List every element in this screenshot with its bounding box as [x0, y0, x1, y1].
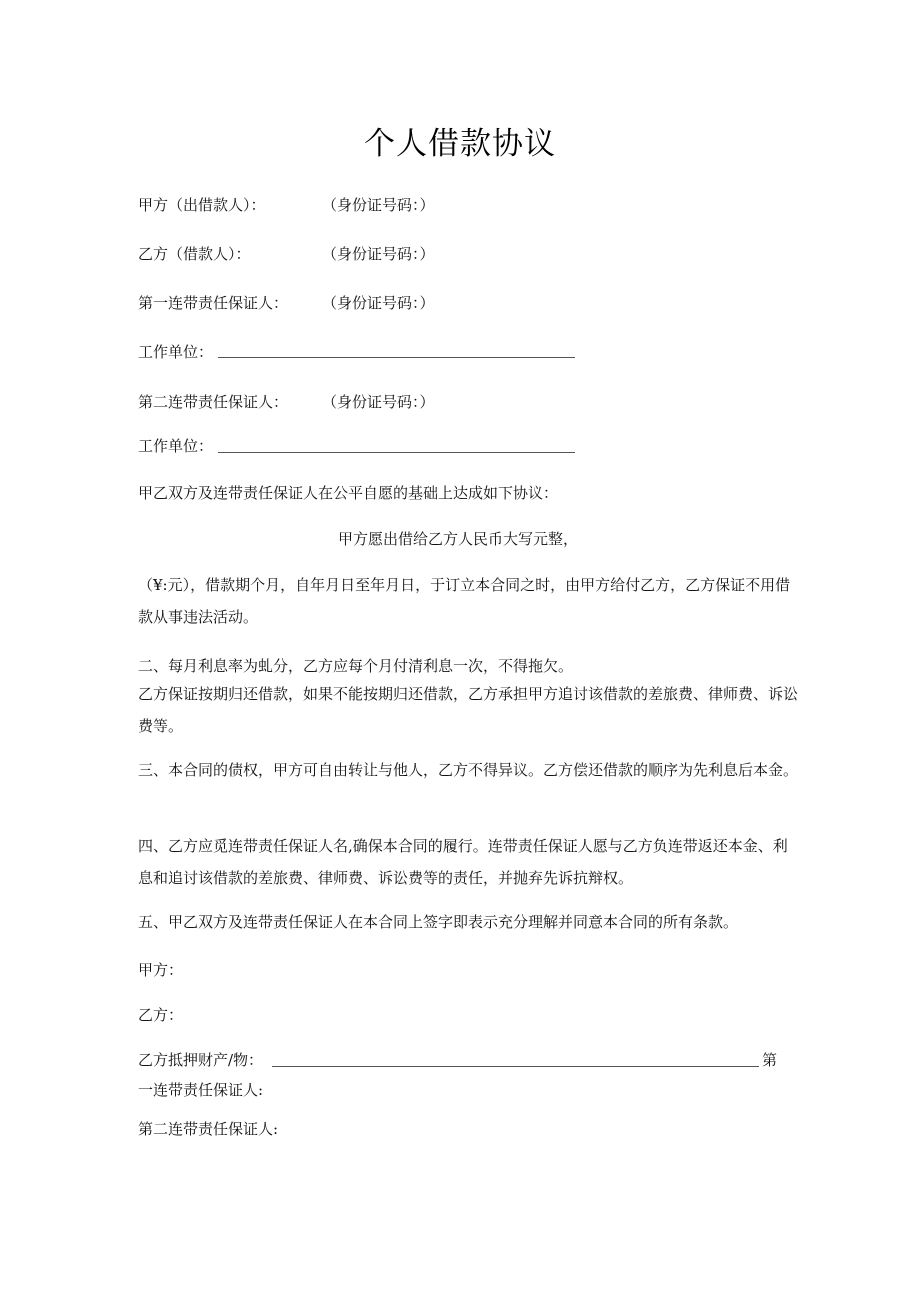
- clause2-interest: 二、每月利息率为虬分，乙方应每个月付清利息一次，不得拖欠。: [138, 657, 574, 675]
- guarantor1-label: 第一连带责任保证人：: [138, 294, 289, 312]
- agreement-intro: 甲乙双方及连带责任保证人在公平自愿的基础上达成如下协议：: [138, 484, 559, 502]
- clause3-text: 三、本合同的债权，甲方可自由转让与他人，乙方不得异议。乙方偿还借款的顺序为先利息后本金。: [138, 761, 799, 779]
- collateral-underline: [272, 1066, 759, 1067]
- guarantor2-id-note: （身份证号码：）: [322, 393, 435, 411]
- clause1-lead: 甲方愿出借给乙方人民币大写元整，: [338, 530, 579, 548]
- sign-party-a: 甲方：: [138, 961, 184, 979]
- clause2-repayment: 乙方保证按期归还借款，如果不能按期归还借款，乙方承担甲方追讨该借款的差旅费、律师费、诉讼费等。: [138, 685, 799, 735]
- party-a-label: 甲方（出借款人）：: [138, 196, 266, 214]
- party-b-id-note: （身份证号码：）: [322, 245, 435, 263]
- guarantor1-work-underline: [218, 357, 575, 358]
- guarantor1-id-note: （身份证号码：）: [322, 294, 435, 312]
- party-b-label: 乙方（借款人）：: [138, 245, 251, 263]
- guarantor2-work-underline: [218, 452, 575, 453]
- sign-collateral-tail: 第: [762, 1051, 778, 1069]
- sign-collateral-label: 乙方抵押财产/物：: [138, 1051, 264, 1069]
- sign-party-b: 乙方：: [138, 1006, 184, 1024]
- party-a-id-note: （身份证号码：）: [322, 196, 435, 214]
- document-title: 个人借款协议: [364, 126, 556, 162]
- clause1-body: （¥:元），借款期个月，自年月日至年月日，于订立本合同之时，由甲方给付乙方，乙方保证不用借款从事违法活动。: [138, 576, 791, 626]
- guarantor1-work-label: 工作单位：: [138, 343, 214, 361]
- sign-guarantor1: 一连带责任保证人:: [138, 1081, 264, 1099]
- clause5-text: 五、甲乙双方及连带责任保证人在本合同上签字即表示充分理解并同意本合同的所有条款。: [138, 913, 739, 931]
- clause4-text: 四、乙方应觅连带责任保证人名,确保本合同的履行。连带责任保证人愿与乙方负连带返还本金、利息和追讨该借款的差旅费、律师费、诉讼费等的责任，并抛弃先诉抗辩权。: [138, 837, 788, 887]
- guarantor2-work-label: 工作单位：: [138, 437, 214, 455]
- guarantor2-label: 第二连带责任保证人：: [138, 393, 289, 411]
- sign-guarantor2: 第二连带责任保证人:: [138, 1120, 279, 1138]
